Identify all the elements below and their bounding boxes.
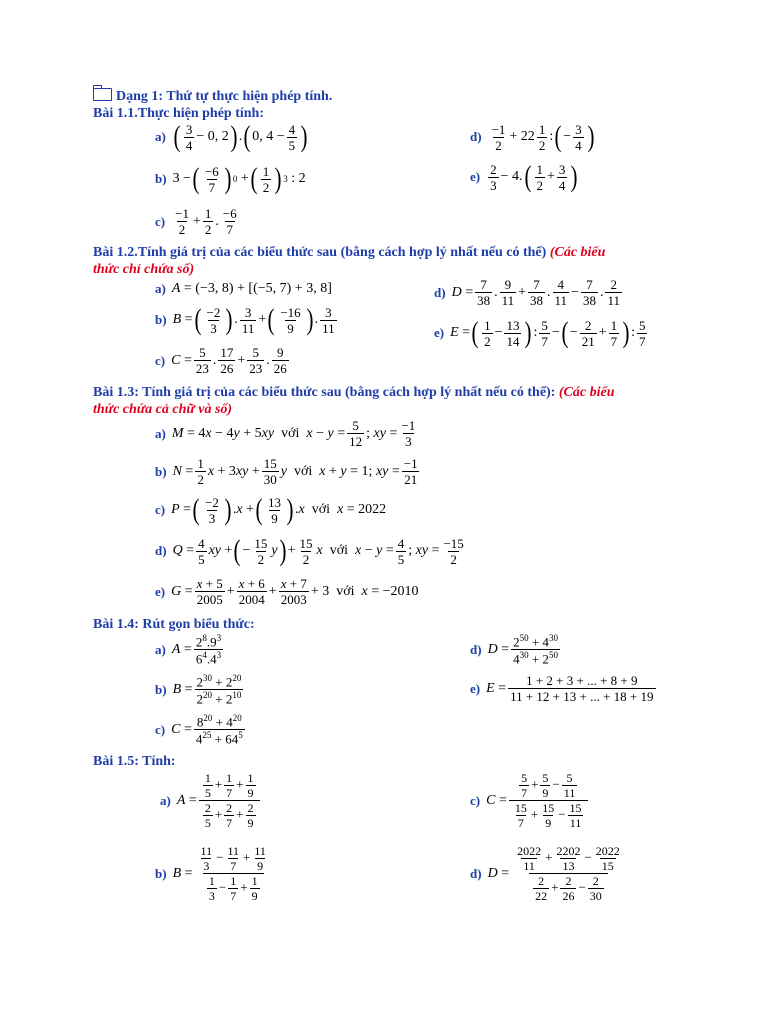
item-label: e) — [470, 169, 481, 184]
exercise-1-3-a — [155, 419, 419, 448]
exercise-1-2-c — [155, 346, 291, 375]
math-expression: C = $\frac{5}{7}$ + $\frac{5}{9}$ − $\frac{5}{11}$ $\frac{15}{7}$ + $\frac{15}{9}$ − $\frac{15}{11}$ — [486, 772, 589, 829]
item-label: d) — [470, 865, 482, 881]
item-label: b) — [155, 312, 167, 327]
exercise-1-2-a — [155, 281, 332, 297]
math-expression: B = $\frac{11}{3}$ − $\frac{11}{7}$ + $\frac{11}{9}$ $\frac{1}{3}$ − $\frac{1}{7}$ + $\frac{1}{9}$ — [172, 844, 266, 903]
math-expression: A = (−3, 8) + [(−5, 7) + 3, 8] — [171, 281, 332, 296]
item-label: e) — [470, 680, 481, 696]
exercise-1-1-e — [470, 162, 579, 192]
item-label: a) — [160, 792, 171, 808]
item-label: a) — [155, 281, 166, 296]
exercise-1-3-title — [93, 385, 615, 401]
exercise-1-2-e — [434, 318, 649, 348]
exercise-1-5-c — [470, 772, 590, 829]
math-expression: $\frac{-1}{2}$ + $\frac{1}{2}$ . $\frac{-6}{7}$ — [175, 206, 237, 237]
math-expression: D = $\frac{2^{50} + 4^{30}}{4^{30} + 2^{50}}$ — [487, 633, 558, 667]
section-heading — [93, 88, 332, 105]
math-expression: $\frac{2}{3}$ − 4. ( $\frac{1}{2}$ + $\frac{3}{4}$ ) — [490, 160, 578, 193]
math-expression: A = $\frac{2^8.9^3}{6^4.4^3}$ — [171, 633, 222, 667]
item-label: c) — [155, 721, 166, 737]
item-label: c) — [470, 792, 481, 808]
exercise-1-1-d — [470, 122, 596, 152]
exercise-1-4-a — [155, 634, 225, 666]
math-expression: D = $\frac{2022}{11}$ + $\frac{2202}{13}$ − $\frac{2022}{15}$ $\frac{2}{22}$ + $\frac{2}{26}$ − $\frac{2}{30}$ — [487, 844, 620, 903]
math-expression: C = $\frac{8^{20} + 4^{20}}{4^{25} + 64^5}$ — [171, 713, 243, 747]
exercise-1-3-d — [155, 536, 468, 566]
section-title: Dạng 1: Thứ tự thực hiện phép tính. — [116, 89, 333, 104]
with-word: với — [281, 425, 300, 441]
item-label: d) — [470, 641, 482, 657]
item-label: a) — [155, 129, 166, 144]
math-expression: A = $\frac{1}{5}$ + $\frac{1}{7}$ + $\frac{1}{9}$ $\frac{2}{5}$ + $\frac{2}{7}$ + $\frac{2}{9}$ — [177, 772, 262, 829]
item-label: a) — [155, 425, 166, 441]
item-label: b) — [155, 865, 167, 881]
exercise-1-1-a — [155, 122, 309, 152]
exercise-1-2-d — [434, 278, 624, 307]
exercise-1-3-c — [155, 495, 386, 525]
exercise-1-4-e — [470, 674, 658, 703]
exercise-1-3-note: thức chứa cả chữ và số) — [93, 402, 233, 417]
math-expression: B = $\frac{2^{30} + 2^{20}}{2^{20} + 2^{10}}$ — [172, 673, 242, 707]
math-expression: M = 4 x − 4 y + 5 xy với x − y = $\frac{5}{12}$ ; xy = $\frac{-1}{3}$ — [171, 418, 416, 449]
math-expression: ( $\frac{3}{4}$ − 0, 2 ) . ( 0, 4 − $\frac{4}{5}$ ) — [173, 120, 308, 153]
item-label: d) — [434, 284, 446, 300]
math-expression: P = ( $\frac{-2}{3}$ ) . x + ( $\frac{13}{9}$ ) . x với x = 2022 — [171, 493, 387, 526]
item-label: d) — [470, 129, 482, 144]
item-label: d) — [155, 543, 167, 558]
exercise-note: (Các biểu — [558, 385, 615, 400]
exercise-1-3-e — [155, 577, 419, 606]
math-expression: 3 − ( $\frac{-6}{7}$ ) 0 + ( $\frac{1}{2}$ ) 3 : 2 — [172, 162, 306, 195]
item-label: b) — [155, 171, 167, 186]
item-label: e) — [155, 583, 166, 599]
exercise-1-5-d — [470, 845, 628, 902]
exercise-1-2-title — [93, 245, 605, 261]
exercise-1-1-c — [155, 207, 241, 236]
exercise-title: Bài 1.3: Tính giá trị của các biểu thức sau (bằng cách hợp lý nhất nếu có thể): — [93, 385, 556, 400]
item-label: c) — [155, 502, 166, 517]
exercise-1-2-b — [155, 305, 339, 335]
math-expression: C = $\frac{5}{23}$ . $\frac{17}{26}$ + $\frac{5}{23}$ . $\frac{9}{26}$ — [171, 345, 287, 376]
exercise-1-5-a — [160, 772, 262, 829]
with-word: với — [294, 463, 313, 479]
math-expression: B = ( $\frac{-2}{3}$ ) . $\frac{3}{11}$ + ( $\frac{-16}{9}$ ) . $\frac{3}{11}$ — [172, 303, 335, 336]
item-label: b) — [155, 681, 167, 697]
item-label: a) — [155, 641, 166, 657]
math-expression: Q = $\frac{4}{5}$ xy + ( − $\frac{15}{2}$ y ) + $\frac{15}{2}$ x với x − y = $\frac{4}{5}$ ; xy = $\frac{-15}{2}$ — [172, 534, 464, 567]
math-expression: D = $\frac{7}{38}$ . $\frac{9}{11}$ + $\frac{7}{38}$ . $\frac{4}{11}$ − $\frac{7}{38}$ . $\frac{2}{11}$ — [451, 277, 620, 308]
exercise-1-4-d — [470, 634, 562, 666]
folder-icon — [93, 88, 112, 101]
exercise-1-4-c — [155, 714, 247, 746]
math-expression: $\frac{-1}{2}$ + 22 $\frac{1}{2}$ : ( − $\frac{3}{4}$ ) — [491, 120, 595, 153]
exercise-1-4-b — [155, 674, 245, 706]
exercise-1-5-b — [155, 845, 274, 902]
exercise-1-1-b — [155, 164, 306, 194]
with-word: với — [311, 502, 331, 517]
exercise-1-3-b — [155, 457, 422, 486]
exercise-1-5-title: Bài 1.5: Tính: — [93, 754, 176, 769]
item-label: b) — [155, 463, 167, 479]
exercise-note: (Các biểu — [549, 245, 606, 260]
exercise-title: Bài 1.2.Tính giá trị của các biểu thức sau (bằng cách hợp lý nhất nếu có thể) — [93, 245, 547, 260]
with-word: với — [329, 543, 348, 558]
with-word: với — [336, 583, 355, 599]
exercise-1-2-note: thức chỉ chứa số) — [93, 262, 195, 277]
math-expression: E = ( $\frac{1}{2}$ − $\frac{13}{14}$ ) : $\frac{5}{7}$ − ( − $\frac{2}{21}$ + $\frac{1}{7}$ ) : $\frac{5}{7}$ — [450, 316, 646, 349]
item-label: c) — [155, 352, 166, 368]
exercise-1-1-title: Bài 1.1.Thực hiện phép tính: — [93, 106, 265, 121]
exercise-1-4-title: Bài 1.4: Rút gọn biểu thức: — [93, 617, 255, 632]
math-expression: N = $\frac{1}{2}$ x + 3 xy + $\frac{15}{30}$ y với x + y = 1; xy = $\frac{-1}{21}$ — [172, 456, 418, 487]
item-label: c) — [155, 213, 166, 229]
item-label: e) — [434, 325, 445, 340]
math-expression: E = $\frac{1 + 2 + 3 + ... + 8 + 9}{11 + 12 + 13 + ... + 18 + 19}$ — [486, 673, 654, 704]
math-expression: G = $\frac{x + 5}{2005}$ + $\frac{x + 6}{2004}$ + $\frac{x + 7}{2003}$ + 3 với x = −2010 — [171, 576, 419, 607]
